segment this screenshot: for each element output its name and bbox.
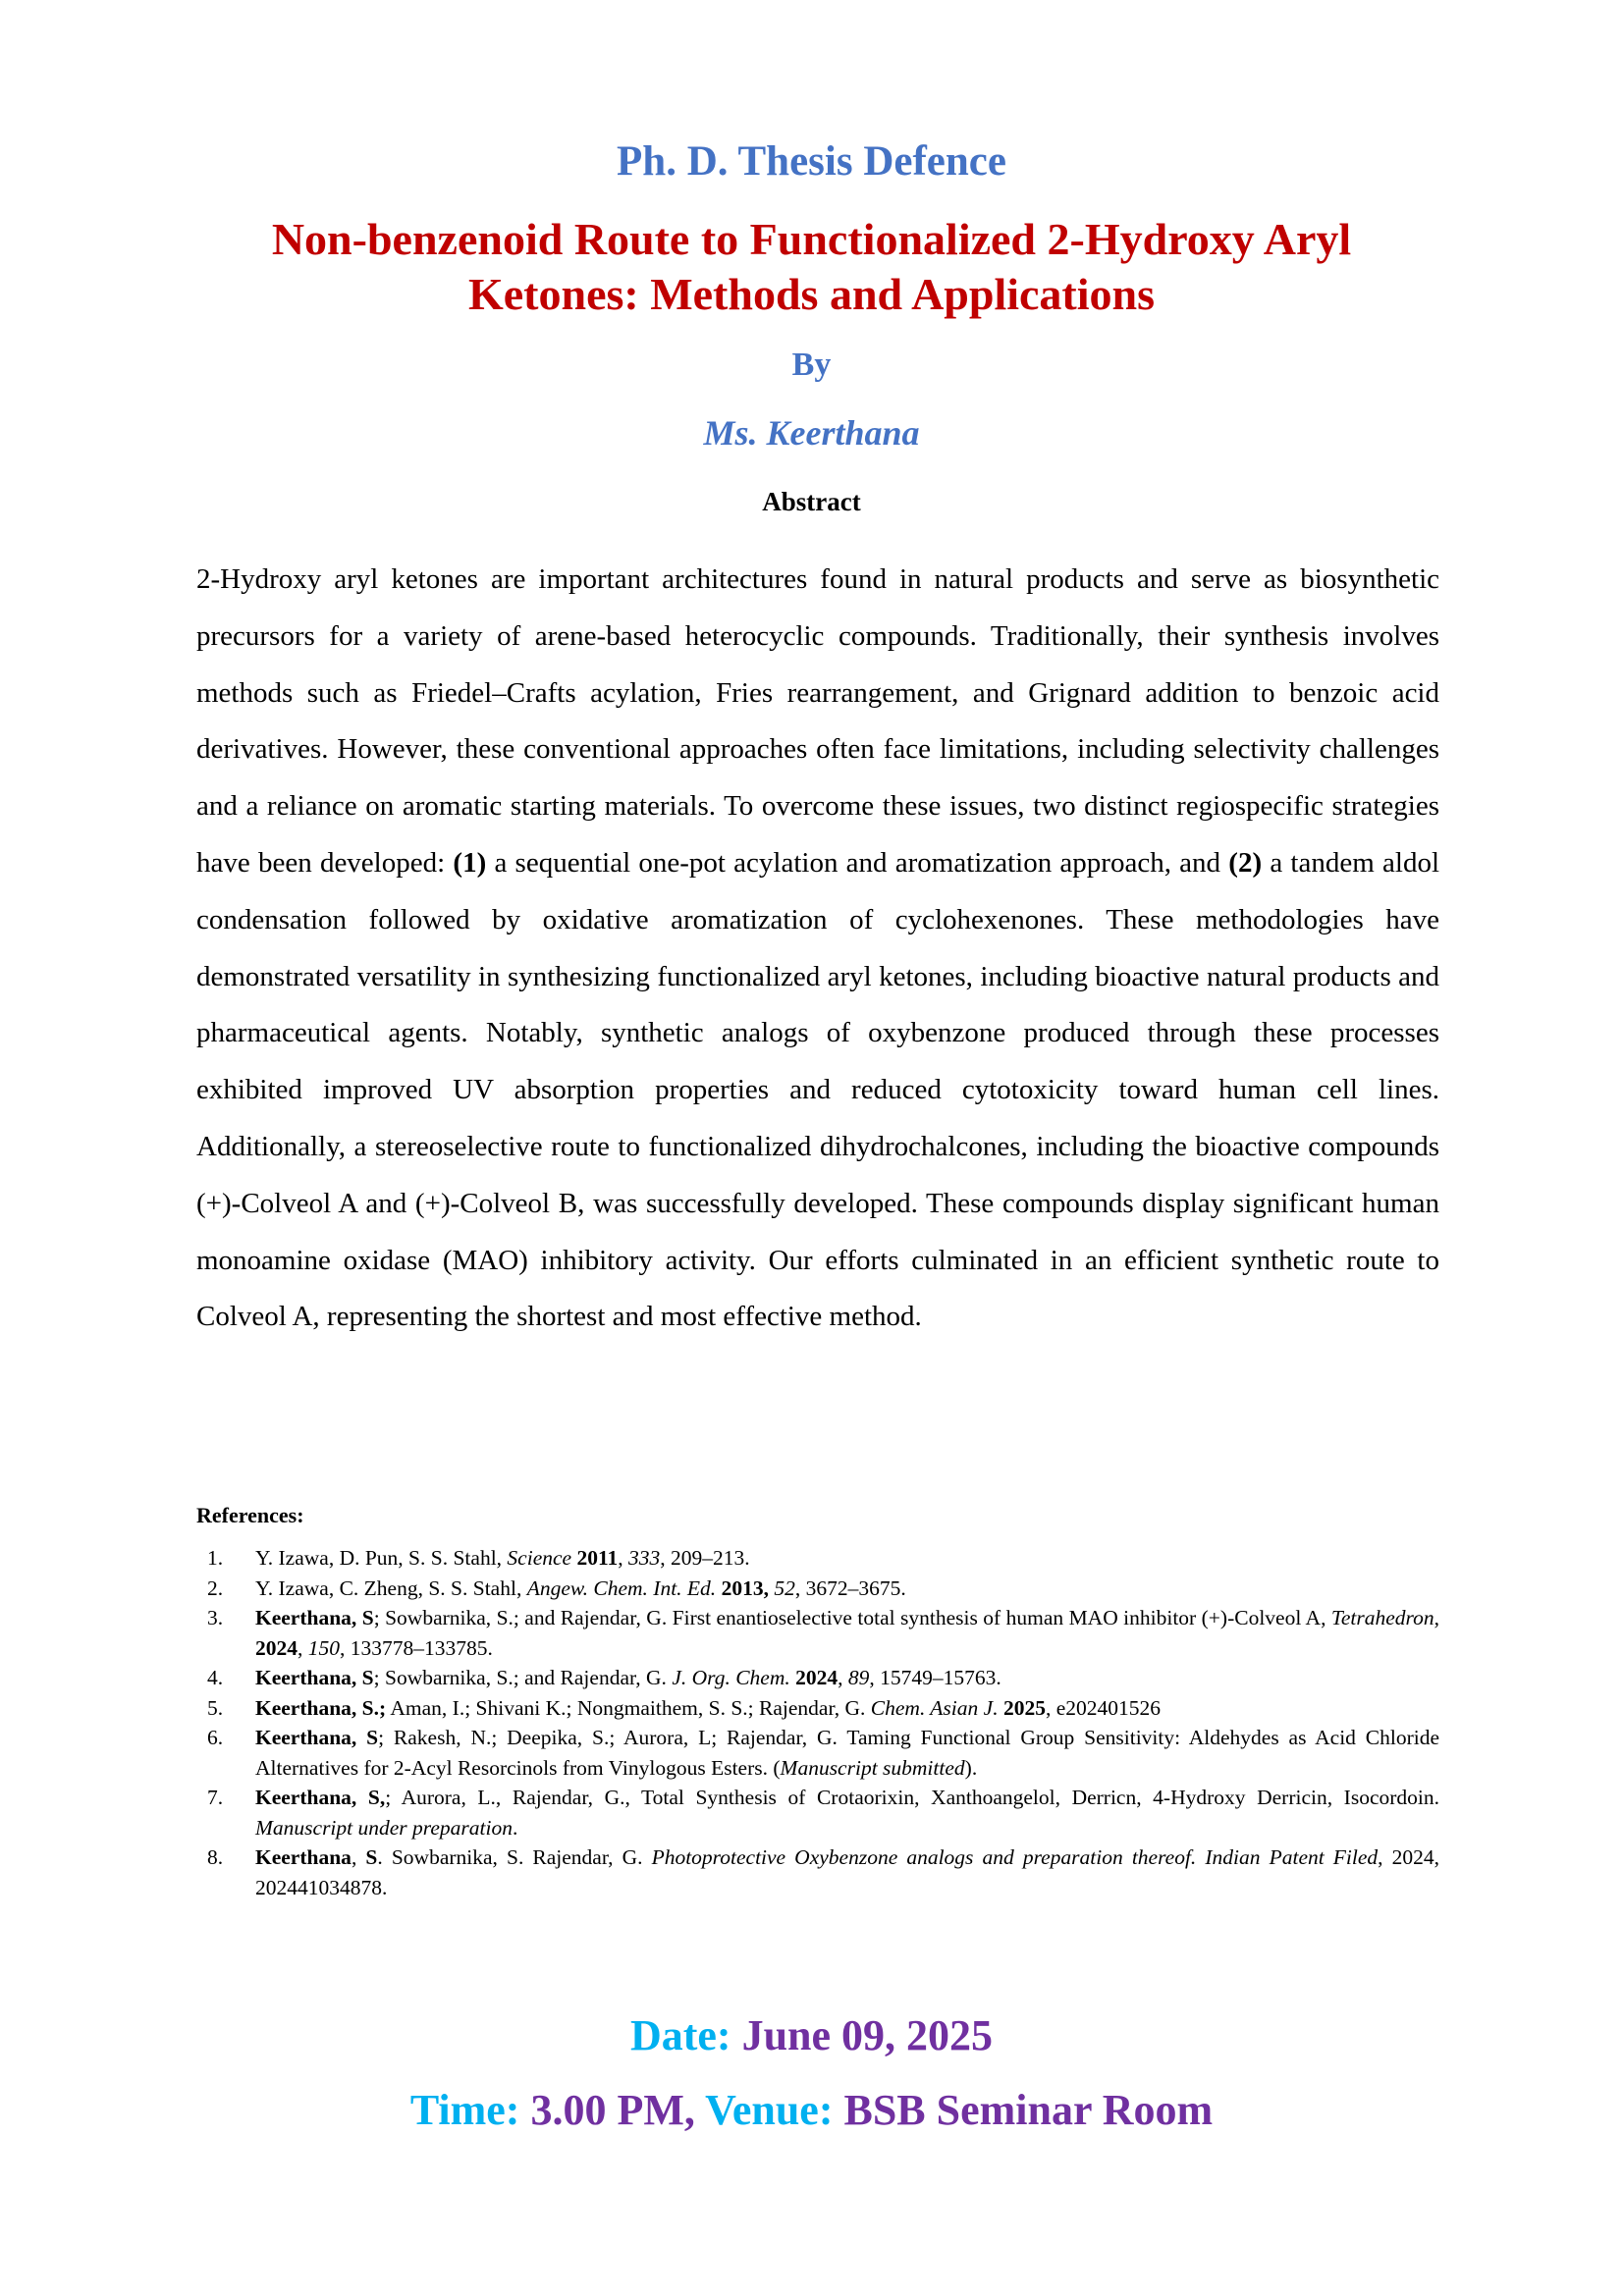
reference-pages: , 3672–3675. — [794, 1575, 906, 1600]
reference-lead-author: Keerthana, S, — [255, 1786, 386, 1809]
reference-item — [196, 1723, 1439, 1783]
reference-sep: , — [1434, 1606, 1439, 1629]
reference-number: 6. — [207, 1726, 224, 1749]
reference-status: Manuscript submitted — [780, 1755, 965, 1780]
reference-journal: Chem. Asian J. — [870, 1695, 999, 1720]
reference-authors: ; Sowbarnika, S.; and Rajendar, G. First enantioselective total synthesis of human MAO inhibitor (+)-Colveol A, — [373, 1606, 1331, 1629]
reference-lead-author: Keerthana, S — [255, 1606, 374, 1629]
reference-journal: Science — [507, 1546, 572, 1570]
reference-authors: . Sowbarnika, S. Rajendar, G. — [377, 1845, 652, 1869]
reference-sep: . — [512, 1815, 518, 1840]
reference-volume: 150 — [307, 1635, 340, 1660]
abstract-text-1: 2-Hydroxy aryl ketones are important architectures found in natural products and serve as biosynthetic precursors for a variety of arene-based heterocyclic compounds. Traditionally, their synthesis involves methods such as Friedel–Crafts acylation, Fries rearrangement, and Grignard addition to benzoic acid derivatives. However, these conventional approaches often face limitations, including selectivity challenges and a reliance on aromatic starting materials. To overcome these issues, two distinct regiospecific strategies have been developed: — [196, 563, 1439, 879]
reference-year: 2025 — [1002, 1695, 1046, 1720]
reference-patent-title: Photoprotective Oxybenzone analogs and preparation thereof. Indian Patent Filed — [651, 1845, 1379, 1869]
reference-sep: , — [298, 1635, 308, 1660]
references-heading: References: — [196, 1503, 304, 1527]
strategy-marker-2: (2) — [1228, 846, 1263, 879]
reference-lead-initial: S — [365, 1845, 378, 1869]
reference-lead-author: Keerthana — [255, 1845, 352, 1869]
venue-label: Venue: — [694, 2086, 834, 2134]
reference-sep: , — [618, 1546, 629, 1570]
reference-item — [196, 1543, 1439, 1574]
reference-journal: Angew. Chem. Int. Ed. — [526, 1575, 717, 1600]
reference-authors: ; Sowbarnika, S.; and Rajendar, G. — [373, 1666, 673, 1689]
reference-number: 4. — [207, 1666, 224, 1689]
reference-year: 2024 — [795, 1666, 839, 1689]
venue-value: BSB Seminar Room — [833, 2086, 1214, 2134]
event-heading: Ph. D. Thesis Defence — [617, 138, 1006, 185]
reference-authors: Y. Izawa, D. Pun, S. S. Stahl, — [255, 1546, 508, 1570]
reference-lead-author: Keerthana, S.; — [255, 1695, 387, 1720]
reference-year: 2024 — [255, 1635, 298, 1660]
reference-pages: , 15749–15763. — [869, 1666, 1001, 1689]
reference-status: Manuscript under preparation — [255, 1815, 513, 1840]
reference-journal: Tetrahedron — [1330, 1606, 1434, 1629]
reference-patent-number: , 2024, 202441034878. — [255, 1845, 1440, 1899]
reference-item — [196, 1603, 1439, 1663]
reference-sep: ). — [964, 1755, 978, 1780]
reference-number: 1. — [207, 1546, 224, 1570]
reference-sep: , — [351, 1845, 366, 1869]
reference-item — [196, 1574, 1439, 1604]
reference-authors: Aman, I.; Shivani K.; Nongmaithem, S. S.; Rajendar, G. — [386, 1695, 871, 1720]
references-list — [196, 1543, 1439, 1902]
reference-sep: , — [838, 1666, 848, 1689]
thesis-title-line-1: Non-benzenoid Route to Functionalized 2-Hydroxy Aryl — [271, 214, 1352, 264]
reference-pages: , 133778–133785. — [340, 1635, 493, 1660]
thesis-title-line-2: Ketones: Methods and Applications — [467, 269, 1156, 319]
defence-date — [0, 2010, 1623, 2060]
reference-volume: 89 — [847, 1666, 870, 1689]
reference-authors: Y. Izawa, C. Zheng, S. S. Stahl, — [255, 1575, 527, 1600]
date-value: June 09, 2025 — [730, 2011, 994, 2059]
reference-item — [196, 1663, 1439, 1693]
abstract-text-3: a tandem aldol condensation followed by oxidative aromatization of cyclohexenones. These methodologies have demonstrated versatility in synthesizing functionalized aryl ketones, including bioactive natural products and pharmaceutical agents. Notably, synthetic analogs of oxybenzone produced through these processes exhibited improved UV absorption properties and reduced cytotoxicity toward human cell lines. Additionally, a stereoselective route to functionalized dihydrochalcones, including the bioactive compounds (+)-Colveol A and (+)-Colveol B, was successfully developed. These compounds display significant human monoamine oxidase (MAO) inhibitory activity. Our efforts culminated in an efficient synthetic route to Colveol A, representing the shortest and most effective method. — [196, 846, 1440, 1333]
abstract-body — [196, 552, 1439, 1346]
reference-number: 3. — [207, 1606, 224, 1629]
defence-time-venue — [0, 2085, 1623, 2135]
reference-number: 7. — [207, 1786, 224, 1809]
reference-number: 8. — [207, 1845, 224, 1869]
reference-item — [196, 1842, 1439, 1902]
strategy-marker-1: (1) — [453, 846, 487, 879]
reference-item — [196, 1783, 1439, 1842]
reference-article-id: , e202401526 — [1045, 1695, 1161, 1720]
reference-authors: ; Rakesh, N.; Deepika, S.; Aurora, L; Rajendar, G. Taming Functional Group Sensitivity: Aldehydes as Acid Chloride Alternatives for 2-Acyl Resorcinols from Vinylogous Esters. ( — [255, 1726, 1439, 1780]
reference-number: 5. — [207, 1695, 224, 1720]
author-name: Ms. Keerthana — [703, 413, 920, 453]
reference-pages: , 209–213. — [660, 1546, 750, 1570]
reference-item — [196, 1693, 1439, 1724]
time-label: Time: — [409, 2086, 520, 2134]
date-label: Date: — [629, 2011, 731, 2059]
reference-journal: J. Org. Chem. — [672, 1666, 790, 1689]
reference-year: 2011 — [576, 1546, 619, 1570]
reference-volume: 333 — [628, 1546, 661, 1570]
reference-volume: 52 — [774, 1575, 795, 1600]
reference-number: 2. — [207, 1575, 224, 1600]
thesis-title — [0, 212, 1623, 322]
reference-year: 2013, — [721, 1575, 769, 1600]
by-label: By — [791, 347, 832, 383]
time-value: 3.00 PM, — [519, 2086, 695, 2134]
reference-authors: ; Aurora, L., Rajendar, G., Total Synthesis of Crotaorixin, Xanthoangelol, Derricn, 4-Hydroxy Derricin, Isocordoin. — [385, 1786, 1439, 1809]
abstract-heading: Abstract — [762, 487, 861, 516]
reference-lead-author: Keerthana, S — [255, 1666, 374, 1689]
abstract-text-2: a sequential one-pot acylation and aromatization approach, and — [486, 846, 1229, 879]
reference-lead-author: Keerthana, S — [255, 1726, 379, 1749]
